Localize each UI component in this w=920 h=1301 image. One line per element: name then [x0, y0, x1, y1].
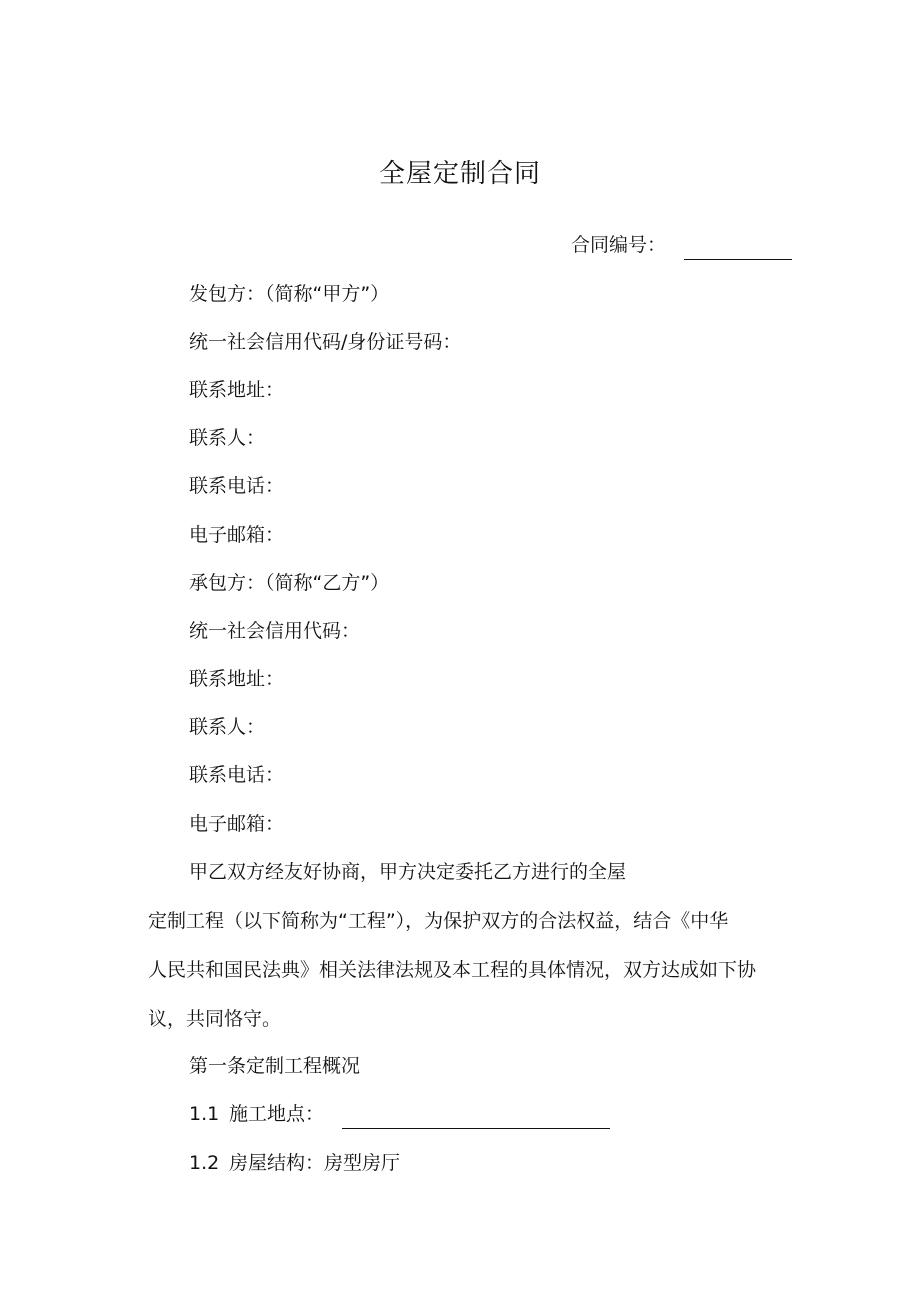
party-b-header: 承包方：（简称“乙方”） — [189, 572, 390, 594]
party-b-email: 电子邮箱： — [189, 813, 285, 835]
construction-site-blank — [342, 1106, 610, 1129]
article-1-heading: 第一条定制工程概况 — [189, 1055, 361, 1077]
party-b-address: 联系地址： — [189, 668, 285, 690]
article-1-item-1 — [189, 1099, 610, 1129]
item-label: 施工地点： — [229, 1103, 325, 1125]
article-1-item-2 — [189, 1148, 400, 1178]
contract-number-blank — [684, 237, 792, 260]
party-a-credit-code: 统一社会信用代码/身份证号码： — [189, 331, 462, 353]
party-a-phone: 联系电话： — [189, 475, 285, 497]
party-a-contact: 联系人： — [189, 427, 266, 449]
party-b-credit-code: 统一社会信用代码： — [189, 620, 361, 642]
intro-line-4: 议，共同恪守。 — [148, 1008, 282, 1030]
contract-number-label: 合同编号： — [570, 234, 666, 256]
party-a-header: 发包方：（简称“甲方”） — [189, 283, 390, 305]
document-title: 全屋定制合同 — [378, 159, 541, 189]
contract-number-row — [571, 230, 792, 260]
intro-line-2: 定制工程（以下简称为“工程”），为保护双方的合法权益，结合《中华 — [148, 910, 729, 932]
intro-line-3: 人民共和国民法典》相关法律法规及本工程的具体情况，双方达成如下协 — [148, 959, 757, 981]
item-label: 房屋结构：房型房厅 — [229, 1152, 401, 1174]
party-a-address: 联系地址： — [189, 379, 285, 401]
party-a-email: 电子邮箱： — [189, 524, 285, 546]
item-number: 1.2 — [189, 1152, 220, 1174]
item-number: 1.1 — [189, 1103, 220, 1125]
intro-line-1: 甲乙双方经友好协商，甲方决定委托乙方进行的全屋 — [189, 861, 627, 883]
party-b-contact: 联系人： — [189, 716, 266, 738]
party-b-phone: 联系电话： — [189, 764, 285, 786]
